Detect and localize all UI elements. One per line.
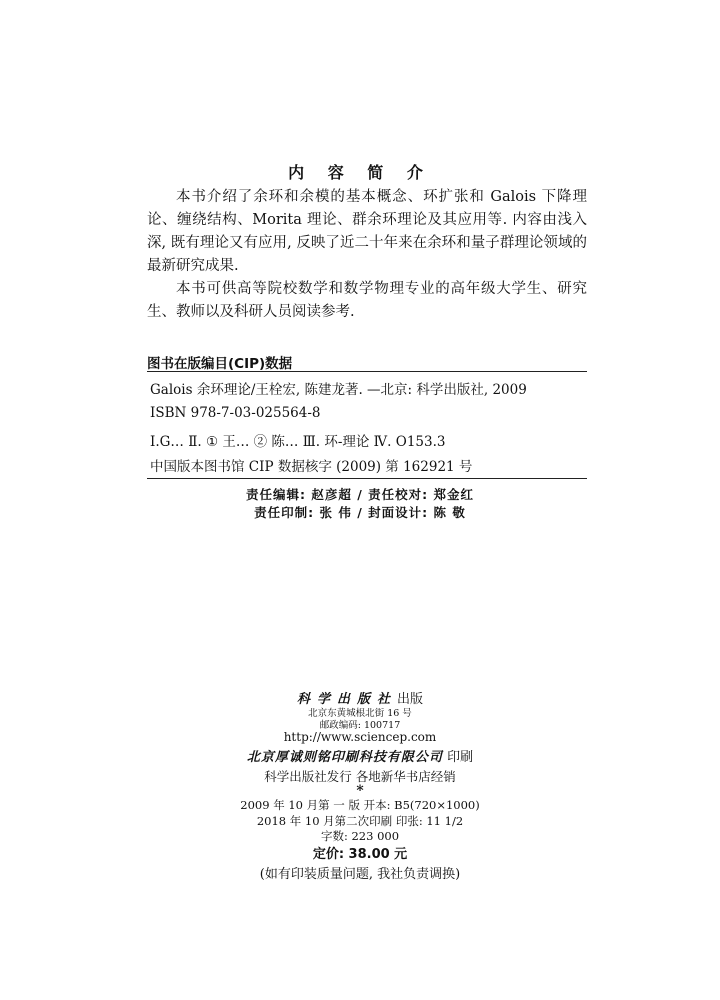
cip-line-3: Ⅰ.G… Ⅱ. ① 王… ② 陈… Ⅲ. 环-理论 Ⅳ. O153.3	[150, 434, 446, 450]
staff-line-1: 责任编辑: 赵彦超 / 责任校对: 郑金红	[246, 487, 474, 502]
publisher-url: http://www.sciencep.com	[283, 730, 437, 744]
printer-brand: 北京厚诚则铭印刷科技有限公司	[246, 750, 443, 765]
staff-line-2: 责任印制: 张 伟 / 封面设计: 陈 敬	[254, 505, 466, 520]
cip-top-rule	[147, 371, 587, 372]
publisher-postcode: 邮政编码: 100717	[319, 720, 401, 731]
cip-line-2: ISBN 978-7-03-025564-8	[150, 405, 321, 421]
publisher-brand: 科学出版社	[296, 692, 397, 707]
word-count: 字数: 223 000	[320, 829, 400, 843]
cip-line-4: 中国版本图书馆 CIP 数据核字 (2009) 第 162921 号	[150, 459, 473, 475]
price: 定价: 38.00 元	[312, 847, 408, 862]
summary-body	[147, 186, 587, 324]
quality-notice: (如有印装质量问题, 我社负责调换)	[259, 867, 461, 882]
distribution-line: 科学出版社发行 各地新华书店经销	[264, 769, 456, 784]
edition-line: 2009 年 10 月第 一 版 开本: B5(720×1000)	[240, 798, 480, 812]
printer-suffix: 印刷	[447, 750, 474, 765]
summary-paragraph-1: 本书介绍了余环和余模的基本概念、环扩张和 Galois 下降理论、缠绕结构、Morita 理论、群余环理论及其应用等. 内容由浅入深, 既有理论又有应用, 反映了近二十年来在余环和量子群理论领域的最新研究成果.	[147, 189, 587, 274]
cip-heading: 图书在版编目(CIP)数据	[147, 356, 293, 372]
printing-line: 2018 年 10 月第二次印刷 印张: 11 1/2	[256, 814, 464, 828]
publisher-suffix: 出版	[397, 692, 424, 707]
publisher-address: 北京东黄城根北街 16 号	[308, 708, 412, 719]
cip-line-1: Galois 余环理论/王栓宏, 陈建龙著. —北京: 科学出版社, 2009	[150, 382, 527, 398]
separator-star: *	[356, 783, 364, 799]
cip-bottom-rule	[147, 478, 587, 479]
summary-paragraph-2: 本书可供高等院校数学和数学物理专业的高年级大学生、研究生、教师以及科研人员阅读参考.	[147, 281, 587, 320]
printer-line	[0, 746, 720, 765]
summary-title: 内 容 简 介	[288, 163, 432, 182]
